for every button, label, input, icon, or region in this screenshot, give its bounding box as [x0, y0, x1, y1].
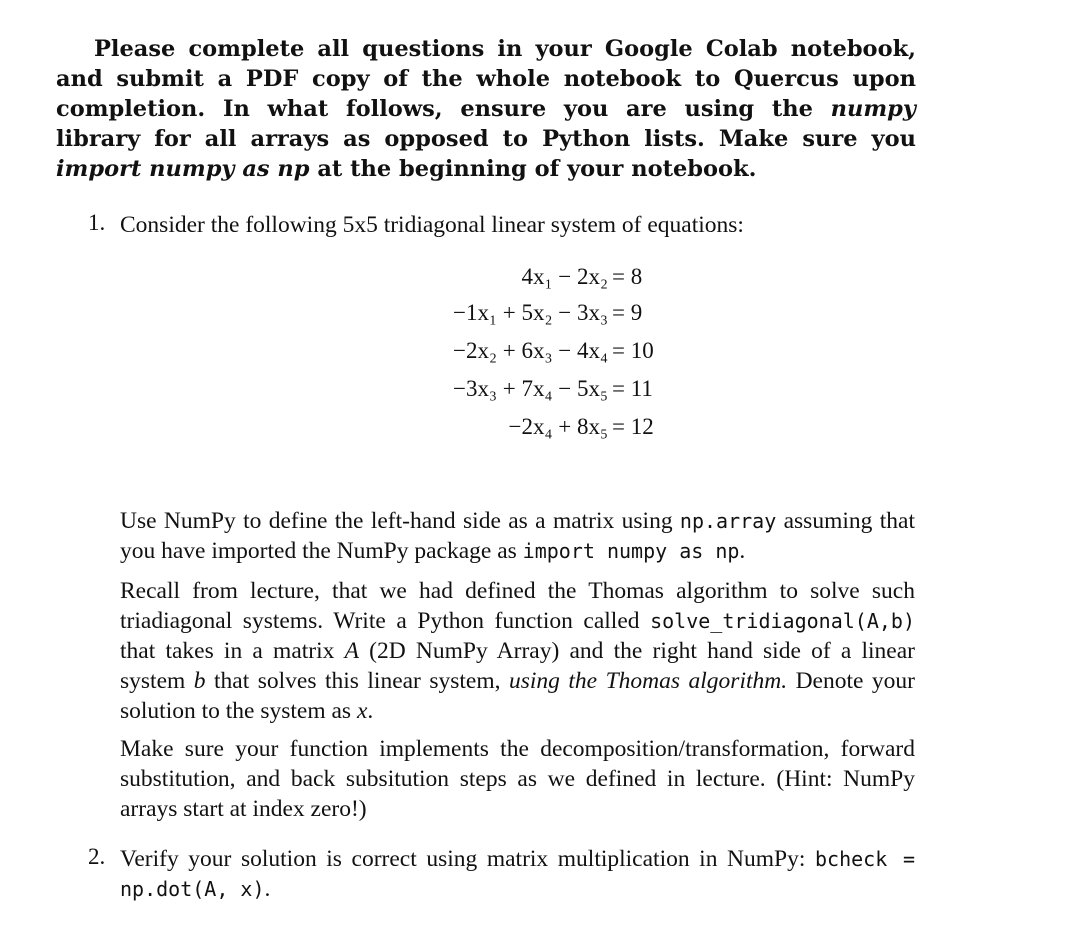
equation-rhs: = 8 — [612, 264, 643, 289]
paragraph-text: . — [739, 538, 746, 564]
equation-lhs: 4x₁ − 2x₂ — [521, 264, 608, 289]
paragraph-text: Use NumPy to define the left-hand side as a matrix using — [120, 508, 680, 534]
paragraph-text: that takes in a matrix — [120, 638, 345, 664]
equation-row — [380, 412, 680, 442]
variable-x: x — [356, 698, 368, 724]
intro-text-1: Please complete all questions in your Google Colab notebook, and submit a PDF copy of the whole notebook to Quercus upon completion. In what follows, ensure you are using the — [56, 36, 916, 122]
paragraph-text: (2D NumPy Array) and the right hand side of a linear system — [120, 638, 915, 694]
equation-lhs: −3x₃ + 7x₄ − 5x₅ — [453, 376, 608, 401]
question-1-text: Consider the following 5x5 tridiagonal linear system of equations: — [120, 212, 744, 238]
paragraph-text: . — [367, 698, 374, 724]
code-bcheck: bcheck = np.dot(A, x) — [120, 847, 916, 901]
implementation-paragraph: Make sure your function implements the decomposition/transformation, forward substitution, and back subsitution steps as we defined in lecture. (Hint: NumPy arrays start at index zero!) — [120, 736, 915, 822]
equation-rhs: = 10 — [612, 338, 654, 363]
equation-row — [380, 262, 680, 292]
question-2-number: 2. — [88, 844, 106, 869]
thomas-algorithm-paragraph — [120, 576, 915, 726]
code-np-array: np.array — [679, 509, 777, 533]
thomas-emphasis: using the Thomas algorithm. — [509, 668, 788, 694]
numpy-emphasis: numpy — [830, 96, 916, 122]
code-solve-tridiagonal: solve_tridiagonal(A,b) — [650, 609, 915, 633]
intro-text-2: library for all arrays as opposed to Python lists. Make sure you — [56, 126, 916, 152]
paragraph-text: assuming that you have imported the NumPy package as — [120, 508, 915, 564]
equation-row — [380, 298, 680, 328]
question-2-text — [120, 844, 915, 904]
paragraph-text: Recall from lecture, that we had defined the Thomas algorithm to solve such triadiagonal systems. Write a Python function called — [120, 578, 915, 634]
paragraph-text: Denote your solution to the system as — [120, 668, 915, 724]
equation-rhs: = 12 — [612, 414, 654, 439]
variable-b: b — [193, 668, 206, 694]
paragraph-text: Verify your solution is correct using matrix multiplication in NumPy: — [120, 846, 806, 872]
equation-lhs: −2x₄ + 8x₅ — [508, 414, 608, 439]
equation-row — [380, 336, 680, 366]
import-emphasis: import numpy as np — [56, 156, 310, 182]
equation-rhs: = 9 — [612, 300, 643, 325]
equation-row — [380, 374, 680, 404]
equation-lhs: −2x₂ + 6x₃ − 4x₄ — [453, 338, 608, 363]
variable-a: A — [344, 638, 359, 664]
question-1-number: 1. — [88, 210, 106, 235]
code-import-numpy: import numpy as np — [522, 539, 740, 563]
equation-lhs: −1x₁ + 5x₂ − 3x₃ — [453, 300, 608, 325]
equation-rhs: = 11 — [612, 376, 653, 401]
paragraph-text: . — [264, 876, 271, 902]
intro-text-3: at the beginning of your notebook. — [309, 156, 757, 182]
numpy-array-paragraph — [120, 506, 915, 566]
intro-paragraph — [56, 34, 916, 184]
paragraph-text: that solves this linear system, — [205, 668, 509, 694]
